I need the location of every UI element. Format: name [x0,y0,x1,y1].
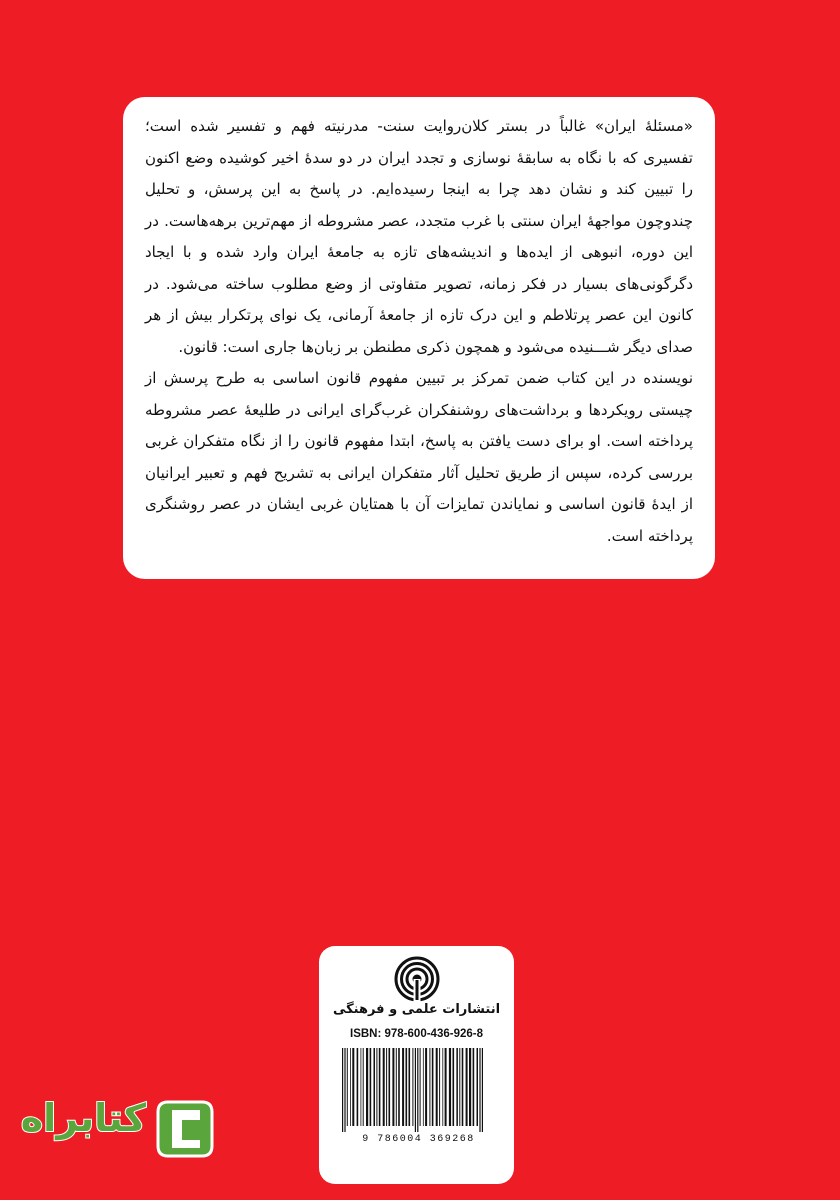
barcode-bar [477,1048,479,1126]
barcode-bar [389,1048,391,1126]
barcode-bar [347,1048,348,1126]
barcode-bar [370,1048,372,1126]
green-book-logo-icon [152,1094,218,1164]
barcode-bar [453,1048,455,1126]
watermark-logo [20,1094,218,1166]
barcode-guard-bar [415,1048,416,1132]
barcode-bar [436,1048,438,1126]
barcode-bar [449,1048,451,1126]
barcode-bar [466,1048,468,1126]
barcode-guard-bar [482,1048,483,1132]
barcode-bar [366,1048,368,1126]
synopsis-paragraph-1: «مسئلهٔ ایران» غالباً در بستر کلان‌روایت سنت- مدرنیته فهم و تفسیر شده است؛ تفسیری که با نگاه به سابقهٔ نوسازی و تجدد ایران در دو سدهٔ اخیر کوشیده وضع اکنون را تبیین کند و نشان دهد چرا به اینجا رسیده‌ایم. در پاسخ به این پرسش، و تحلیل چندوچون مواجههٔ ایران سنتی با غرب متجدد، عصر مشروطه از مهم‌ترین برهه‌هاست. در این دوره، انبوهی از ایده‌ها و اندیشه‌های تازه به جامعهٔ ایران وارد شده و با ایجاد دگرگونی‌های بسیار در فکر زمانه، تصویر متفاوتی از وضع مطلوب ساخته می‌شود. در کانون این عصر پرتلاطم و این درک تازه از جامعهٔ آرمانی، یک نوای پرتکرار بیش از هر صدای دیگر شـــنیده می‌شود و همچون ذکری مطنطن بر زبان‌ها جاری است: قانون. [145,117,693,356]
barcode-bar [412,1048,413,1126]
barcode-bar [350,1048,351,1126]
isbn-label: ISBN: 978-600-436-926-8 [350,1028,483,1040]
barcode-bar [473,1048,475,1126]
barcode-bar [376,1048,377,1126]
publisher-concentric-logo-icon [394,956,440,1002]
barcode-bar [386,1048,387,1126]
barcode-bar [462,1048,464,1126]
watermark-text: کتابراه [20,1096,146,1140]
synopsis-panel [123,97,715,579]
synopsis-paragraph-2: نویسنده در این کتاب ضمن تمرکز بر تبیین مفهوم قانون اساسی به طرح پرسش از چیستی رویکردها و برداشت‌های روشنفکران غرب‌گرای ایرانی در طلیعهٔ عصر مشروطه پرداخته است. او برای دست یافتن به پاسخ، ابتدا مفهوم قانون را از نگاه متفکران غربی بررسی کرده، سپس از طریق تحلیل آثار متفکران ایرانی به تشریح فهم و تعبیر ایرانیان از ایدهٔ قانون اساسی و نمایاندن تمایزات آن با همتایان غربی ایشان در عصر روشنگری پرداخته است. [145,369,693,545]
barcode-bar [432,1048,434,1126]
barcode-bar [439,1048,440,1126]
publisher-card [319,946,514,1184]
barcode-bar [406,1048,408,1126]
barcode-bar [402,1048,404,1126]
barcode-guard-bar [479,1048,480,1132]
barcode-guard-bar [342,1048,343,1132]
barcode-bar [423,1048,424,1126]
barcode-bar [459,1048,460,1126]
barcode-bar [442,1048,443,1126]
barcode-bar [469,1048,471,1126]
barcode-bar [425,1048,427,1126]
barcode-bar [383,1048,385,1126]
barcode-bar [392,1048,394,1126]
barcode-bar [352,1048,354,1126]
isbn-barcode [338,1048,498,1132]
barcode-bar [409,1048,411,1126]
barcode-bar [429,1048,430,1126]
barcode-bar [357,1048,359,1126]
barcode-bar [361,1048,362,1126]
barcode-guard-bar [344,1048,345,1132]
barcode-bar [456,1048,458,1126]
barcode-bar [379,1048,381,1126]
barcode-bar [445,1048,447,1126]
publisher-name: انتشارات علمی و فرهنگی [332,1002,501,1017]
barcode-guard-bar [417,1048,418,1132]
barcode-bar [420,1048,421,1126]
barcode-digits: 9 786004 369268 [362,1134,475,1145]
barcode-bar [398,1048,400,1126]
barcode-bar [363,1048,364,1126]
barcode-bar [396,1048,397,1126]
barcode-bar [374,1048,376,1126]
